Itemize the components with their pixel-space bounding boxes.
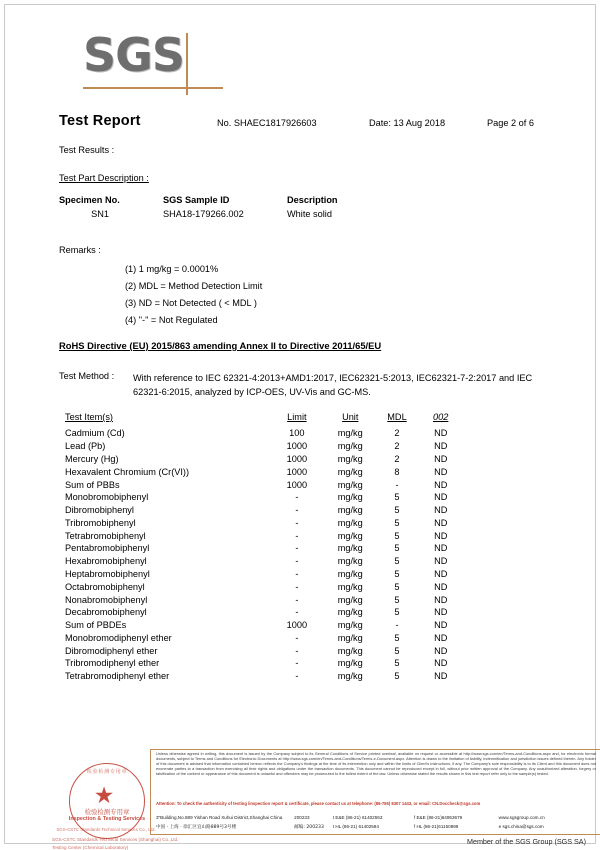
cell-limit: - (295, 632, 299, 643)
cell-result: ND (434, 620, 448, 631)
cell-result: ND (434, 607, 448, 618)
cell-result: ND (434, 505, 448, 516)
rohs-directive-heading: RoHS Directive (EU) 2015/863 amending Annex II to Directive 2011/65/EU (59, 340, 382, 351)
table-row (59, 440, 463, 453)
specimen-table (59, 195, 379, 223)
cell-mdl: 5 (394, 530, 400, 541)
specimen-table-header-row (59, 195, 379, 209)
table-row (59, 427, 463, 440)
cell-unit: mg/kg (337, 568, 363, 579)
phone-en: t E&E (86-21) 61402553 (332, 815, 383, 820)
logo-vertical-rule (186, 33, 188, 95)
seal-arc-top-text: 检验检测专用章 (86, 769, 128, 775)
cell-test-item: Tetrabromobiphenyl (65, 530, 146, 541)
cell-test-item: Decabromobiphenyl (65, 607, 147, 618)
cell-test-item: Tribromodiphenyl ether (65, 658, 160, 669)
cell-mdl: 2 (394, 428, 400, 439)
cell-mdl: 5 (394, 671, 400, 682)
cell-limit: - (295, 492, 299, 503)
cell-test-item: Dibromobiphenyl (65, 505, 134, 516)
cell-limit: - (295, 530, 299, 541)
cell-test-item: Sum of PBDEs (65, 620, 127, 631)
cell-mdl: 2 (394, 453, 400, 464)
cell-test-item: Lead (Pb) (65, 441, 106, 452)
cell-sample-id: SHA18-179266.002 (163, 209, 244, 219)
cell-result: ND (434, 530, 448, 541)
col-mdl: MDL (387, 412, 407, 422)
cell-result: ND (434, 658, 448, 669)
company-seal-stamp (52, 757, 179, 850)
cell-mdl: 8 (394, 466, 400, 477)
table-row (59, 580, 463, 593)
cell-limit: - (295, 671, 299, 682)
cell-unit: mg/kg (337, 543, 363, 554)
cell-test-item: Cadmium (Cd) (65, 428, 125, 439)
seal-side-line-2: Testing Center (Chemical Laboratory) (52, 845, 129, 850)
table-row (59, 606, 463, 619)
cell-result: ND (434, 581, 448, 592)
report-date: Date: 13 Aug 2018 (369, 118, 446, 128)
col-result-002: 002 (433, 412, 449, 422)
address-row-en (156, 813, 600, 822)
cell-unit: mg/kg (337, 453, 363, 464)
table-row (59, 478, 463, 491)
cell-test-item: Hexabromobiphenyl (65, 556, 147, 567)
cell-mdl: 2 (394, 441, 400, 452)
cell-test-item: Dibromodiphenyl ether (65, 645, 158, 656)
cell-mdl: - (395, 620, 399, 631)
cell-result: ND (434, 632, 448, 643)
table-row (59, 516, 463, 529)
remarks-list (125, 261, 262, 329)
address-cn: 中国 · 上海 · 徐汇区宜山路889号3号楼 (156, 825, 237, 830)
cell-limit: - (295, 556, 299, 567)
cell-limit: - (295, 658, 299, 669)
cell-unit: mg/kg (337, 671, 363, 682)
cell-limit: 1000 (286, 453, 308, 464)
table-row (59, 632, 463, 645)
postcode-cn: 邮编: 200233 (294, 825, 324, 830)
cell-test-item: Tetrabromodiphenyl ether (65, 671, 170, 682)
cell-mdl: 5 (394, 645, 400, 656)
test-results-label: Test Results : (59, 145, 115, 155)
cell-test-item: Mercury (Hg) (65, 453, 119, 464)
cell-limit: - (295, 543, 299, 554)
cell-test-item: Pentabromobiphenyl (65, 543, 150, 554)
cell-limit: 1000 (286, 620, 308, 631)
page-title: Test Report (59, 113, 141, 129)
cell-mdl: 5 (394, 517, 400, 528)
report-number: No. SHAEC1817926603 (217, 118, 317, 128)
col-description: Description (287, 195, 338, 205)
cell-result: ND (434, 492, 448, 503)
results-table (59, 411, 463, 683)
seal-arc-bottom-text: SGS-CSTC Standards Technical Services Co., Ltd. (56, 827, 156, 832)
seal-side-line-1: SGS-CSTC Standards Technical Services (Shanghai) Co.,Ltd. (52, 837, 179, 842)
footer-vertical-rule (150, 749, 151, 835)
cell-mdl: 5 (394, 632, 400, 643)
email: e sgs.china@sgs.com (498, 824, 544, 829)
results-header-row (59, 411, 463, 427)
table-row (59, 657, 463, 670)
cell-unit: mg/kg (337, 645, 363, 656)
postcode-en: 200233 (294, 815, 310, 820)
website: www.sgsgroup.com.cn (498, 815, 545, 820)
footer-top-rule (150, 749, 600, 750)
cell-unit: mg/kg (337, 632, 363, 643)
phone-cn: t HL (86-21) 61402594 (332, 824, 379, 829)
cell-unit: mg/kg (337, 428, 363, 439)
logo-horizontal-rule (83, 87, 223, 89)
cell-result: ND (434, 517, 448, 528)
cell-result: ND (434, 556, 448, 567)
cell-result: ND (434, 594, 448, 605)
cell-limit: - (295, 581, 299, 592)
footer-bottom-rule (150, 834, 600, 835)
address-row-cn (156, 822, 600, 832)
fax-en: f E&E (86-21)64953679 (413, 815, 463, 820)
cell-test-item: Heptabromobiphenyl (65, 568, 150, 579)
col-test-item: Test Item(s) (65, 412, 113, 422)
remark-item: (3) ND = Not Detected ( < MDL ) (125, 298, 257, 308)
cell-test-item: Monobromodiphenyl ether (65, 632, 172, 643)
cell-limit: - (295, 517, 299, 528)
seal-chinese-text: 检验检测专用章 (84, 808, 130, 816)
cell-limit: - (295, 645, 299, 656)
table-row (59, 542, 463, 555)
remark-item: (4) "-" = Not Regulated (125, 315, 218, 325)
col-sample-id: SGS Sample ID (163, 195, 230, 205)
cell-mdl: 5 (394, 607, 400, 618)
address-en: 3"Building,No.889 Yishan Road Xuhui District,Shanghai China (156, 815, 283, 820)
cell-mdl: 5 (394, 556, 400, 567)
test-method-body: With reference to IEC 62321-4:2013+AMD1:2017, IEC62321-5:2013, IEC62321-7-2:2017 and IEC 62321-6:2015, analyzed by ICP-OES, UV-Vis and GC-MS. (133, 373, 533, 397)
cell-unit: mg/kg (337, 556, 363, 567)
cell-unit: mg/kg (337, 466, 363, 477)
cell-result: ND (434, 645, 448, 656)
attention-notice: Attention: To check the authenticity of testing /inspection report & certificate, please contact us at telephone: (86-755) 8307 1443, or email: CN.Doccheck@sgs.com (156, 801, 481, 806)
page-indicator: Page 2 of 6 (487, 118, 534, 128)
cell-unit: mg/kg (337, 620, 363, 631)
cell-unit: mg/kg (337, 479, 363, 490)
footer-address-block (156, 813, 600, 832)
cell-unit: mg/kg (337, 607, 363, 618)
table-row (59, 670, 463, 683)
legal-disclaimer: Unless otherwise agreed in writing, this document is issued by the Company subject to its General Conditions of Service printed overleaf, available on request or accessible at http://www.sgs.com/en/Terms-and-Conditions.aspx and, for electronic format documents, subject to Terms and Conditions for Electronic Documents at http://www.sgs.com/en/Terms-and-Conditions/Terms-e-Document.aspx. Attention is drawn to the limitation of liability, indemnification and jurisdiction issues defined therein. Any holder of this document is advised that information contained hereon reflects the Company's findings at the time of its intervention only and within the limits of Client's instructions, if any. The Company's sole responsibility is to its Client and this document does not exonerate parties to a transaction from exercising all their rights and obligations under the transaction documents. This document cannot be reproduced except in full, without prior written approval of the Company. Any unauthorized alteration, forgery or falsification of the content or appearance of this document is unlawful and offenders may be prosecuted to the fullest extent of the law. Unless otherwise stated the results shown in this test report refer only to the sample(s) tested. (156, 751, 596, 776)
sgs-logo (83, 28, 203, 93)
table-row (59, 504, 463, 517)
cell-unit: mg/kg (337, 530, 363, 541)
table-row (59, 529, 463, 542)
cell-unit: mg/kg (337, 441, 363, 452)
remarks-label: Remarks : (59, 245, 101, 255)
cell-limit: - (295, 568, 299, 579)
table-row (59, 568, 463, 581)
cell-unit: mg/kg (337, 492, 363, 503)
cell-test-item: Hexavalent Chromium (Cr(VI)) (65, 466, 190, 477)
cell-unit: mg/kg (337, 581, 363, 592)
page-footer (10, 749, 600, 848)
test-part-description-heading: Test Part Description : (59, 173, 149, 183)
cell-result: ND (434, 453, 448, 464)
cell-result: ND (434, 428, 448, 439)
col-specimen-no: Specimen No. (59, 195, 120, 205)
cell-limit: - (295, 594, 299, 605)
table-row (59, 644, 463, 657)
remark-item: (2) MDL = Method Detection Limit (125, 281, 263, 291)
cell-test-item: Nonabromobiphenyl (65, 594, 148, 605)
cell-unit: mg/kg (337, 594, 363, 605)
cell-result: ND (434, 671, 448, 682)
cell-mdl: 5 (394, 543, 400, 554)
results-table-body (59, 427, 463, 683)
specimen-table-row (59, 209, 379, 223)
cell-unit: mg/kg (337, 658, 363, 669)
cell-limit: 1000 (286, 466, 308, 477)
cell-mdl: 5 (394, 568, 400, 579)
sgs-logo-text: SGS (83, 28, 185, 82)
cell-result: ND (434, 466, 448, 477)
cell-unit: mg/kg (337, 517, 363, 528)
cell-test-item: Sum of PBBs (65, 479, 120, 490)
cell-test-item: Monobromobiphenyl (65, 492, 149, 503)
member-notice: Member of the SGS Group (SGS SA) (466, 837, 586, 846)
cell-result: ND (434, 543, 448, 554)
cell-test-item: Octabromobiphenyl (65, 581, 145, 592)
col-limit: Limit (287, 412, 307, 422)
cell-mdl: 5 (394, 505, 400, 516)
cell-mdl: 5 (394, 581, 400, 592)
table-row (59, 619, 463, 632)
cell-limit: 1000 (286, 441, 308, 452)
table-row (59, 453, 463, 466)
cell-result: ND (434, 568, 448, 579)
cell-mdl: - (395, 479, 399, 490)
fax-cn: f HL (86-21)61150899 (413, 824, 459, 829)
remark-item: (1) 1 mg/kg = 0.0001% (125, 264, 219, 274)
cell-test-item: Tribromobiphenyl (65, 517, 136, 528)
cell-limit: 1000 (286, 479, 308, 490)
cell-mdl: 5 (394, 658, 400, 669)
table-row (59, 465, 463, 478)
col-unit: Unit (342, 412, 359, 422)
test-method-label: Test Method : (59, 371, 115, 381)
cell-specimen-no: SN1 (91, 209, 109, 219)
table-row (59, 491, 463, 504)
cell-limit: 100 (289, 428, 305, 439)
cell-mdl: 5 (394, 492, 400, 503)
table-row (59, 555, 463, 568)
star-icon: ★ (93, 782, 115, 808)
cell-result: ND (434, 479, 448, 490)
cell-result: ND (434, 441, 448, 452)
seal-english-text: Inspection & Testing Services (68, 816, 146, 822)
cell-limit: - (295, 607, 299, 618)
cell-description: White solid (287, 209, 332, 219)
cell-mdl: 5 (394, 594, 400, 605)
cell-unit: mg/kg (337, 505, 363, 516)
table-row (59, 593, 463, 606)
cell-limit: - (295, 505, 299, 516)
report-page (4, 4, 596, 850)
